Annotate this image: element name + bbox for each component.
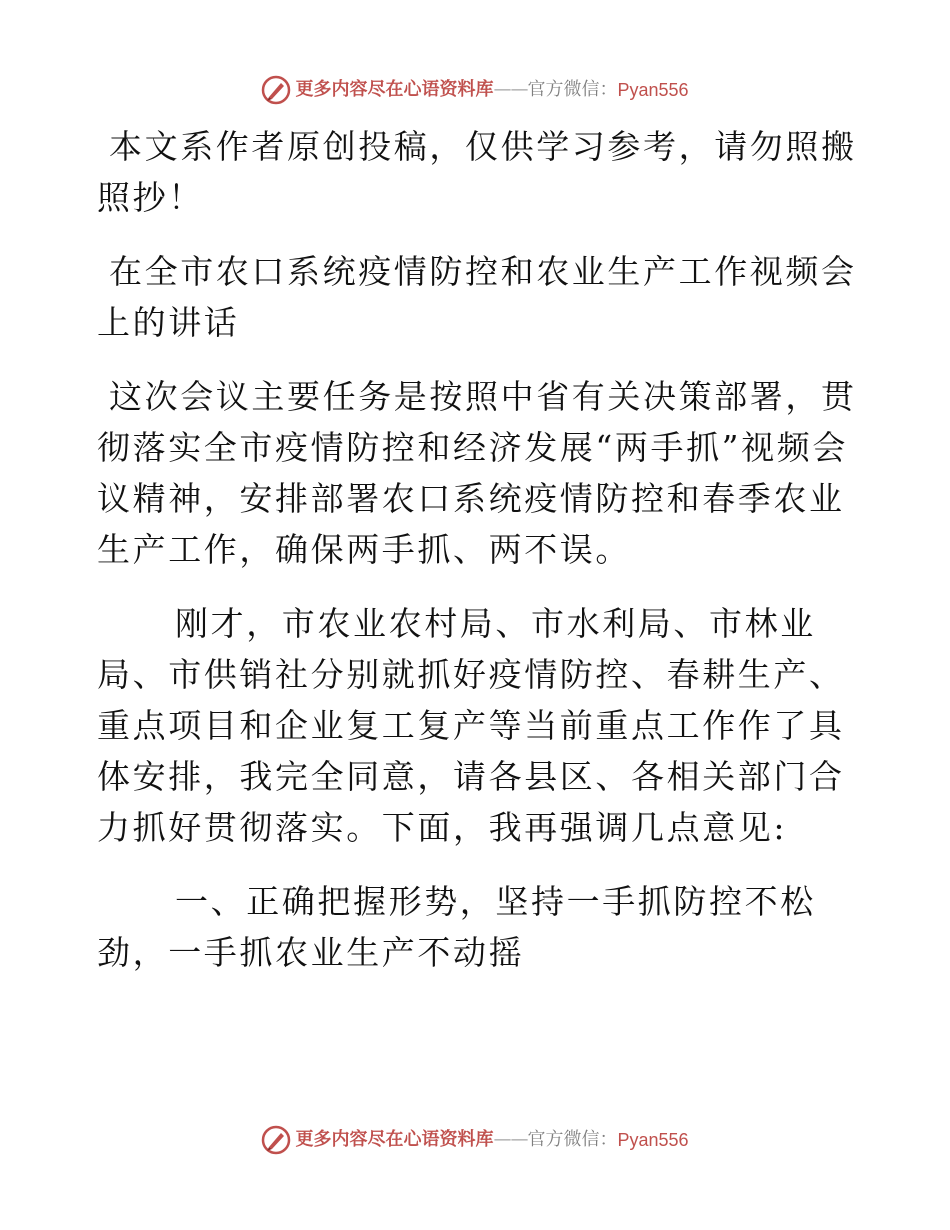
watermark-official-label: 官方微信： xyxy=(527,1129,618,1150)
watermark-official-label: 官方微信： xyxy=(527,79,618,100)
speech-title: 在全市农口系统疫情防控和农业生产工作视频会上的讲话 xyxy=(97,252,857,342)
header-watermark xyxy=(0,72,950,108)
watermark-wechat-id: Pyan556 xyxy=(617,80,689,100)
copyright-notice: 本文系作者原创投稿，仅供学习参考，请勿照搬照抄！ xyxy=(97,127,857,217)
watermark-dash: —— xyxy=(493,79,528,100)
body-paragraph: 刚才，市农业农村局、市水利局、市林业局、市供销社分别就抓好疫情防控、春耕生产、重点项目和企业复工复产等当前重点工作作了具体安排，我完全同意，请各县区、各相关部门合力抓好贯彻落实。下面，我再强调几点意见: xyxy=(97,604,845,847)
section-heading: 一、正确把握形势，坚持一手抓防控不松劲，一手抓农业生产不动摇 xyxy=(97,882,816,972)
watermark-site-name: 更多内容尽在心语资料库 xyxy=(295,1129,494,1150)
quill-pen-logo-icon xyxy=(261,1125,291,1155)
quill-pen-logo-icon xyxy=(261,75,291,105)
document-body xyxy=(97,121,857,1001)
body-paragraph: 这次会议主要任务是按照中省有关决策部署，贯彻落实全市疫情防控和经济发展“两手抓”视频会议精神，安排部署农口系统疫情防控和春季农业生产工作，确保两手抓、两不误。 xyxy=(97,377,857,569)
watermark-wechat-id: Pyan556 xyxy=(617,1130,689,1150)
watermark-dash: —— xyxy=(493,1129,528,1150)
footer-watermark xyxy=(0,1122,950,1158)
watermark-site-name: 更多内容尽在心语资料库 xyxy=(295,79,494,100)
